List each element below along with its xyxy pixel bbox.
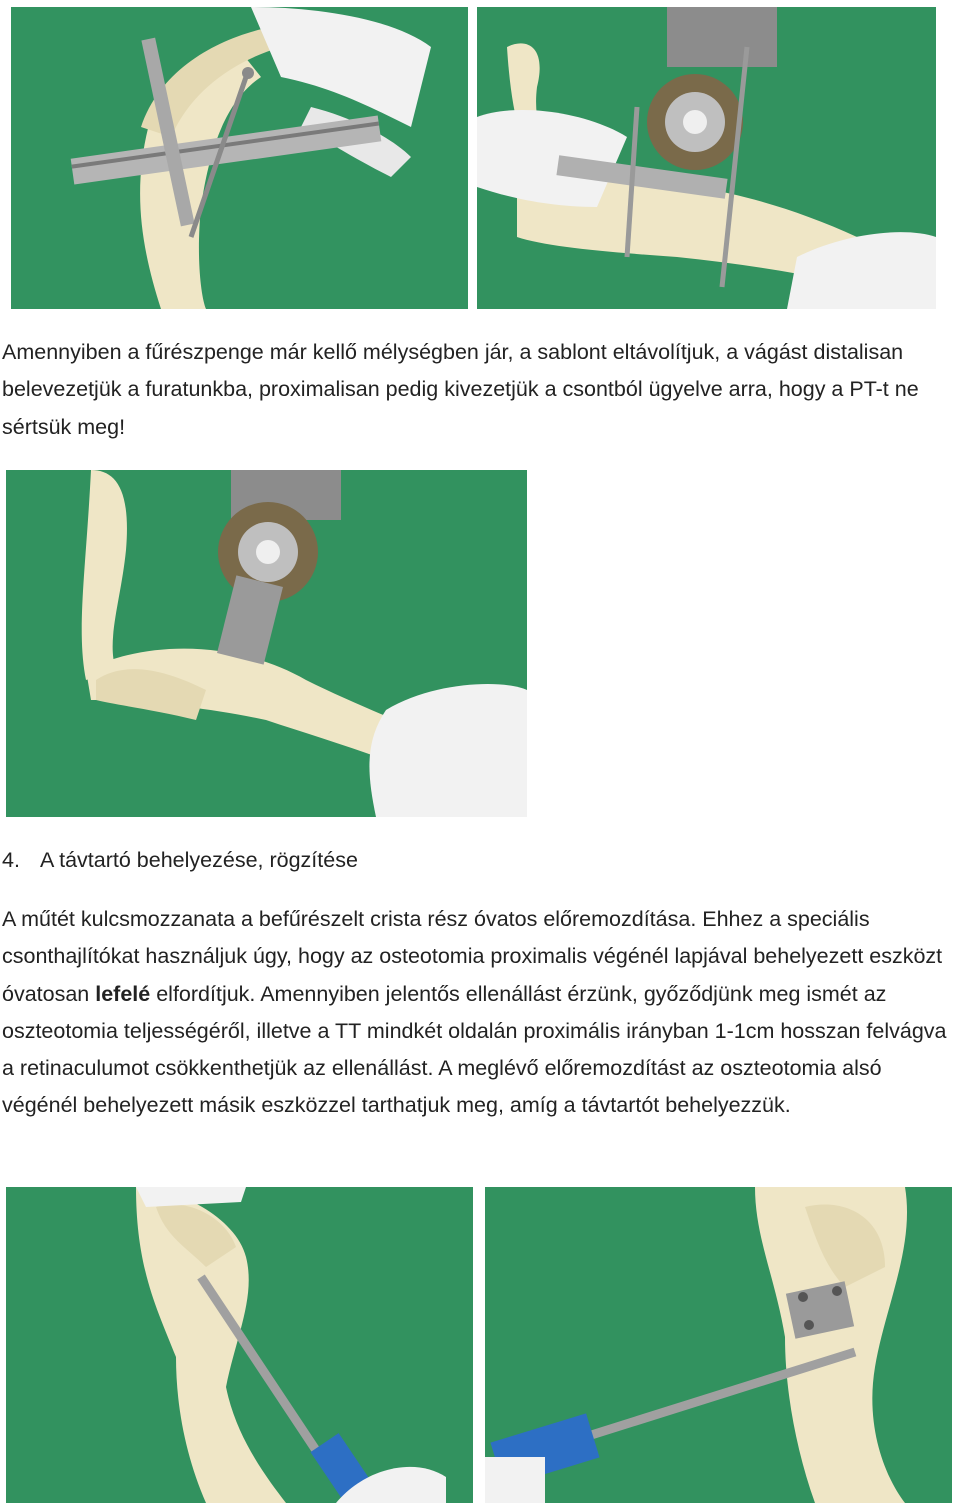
photo-saw-with-template (477, 7, 936, 309)
section-number: 4. (2, 848, 20, 872)
photo-saw-cut (6, 470, 527, 817)
photo-ruler-measurement (11, 7, 468, 309)
section-title: A távtartó behelyezése, rögzítése (40, 848, 358, 872)
emphasis-downward: lefelé (95, 981, 151, 1006)
photo-spacer-placement (485, 1187, 952, 1503)
paragraph-template-removal (2, 334, 956, 446)
paragraph-text-end: elfordítjuk. Amennyiben jelentős ellenállást érzünk, győződjünk meg ismét az oszteotomia teljességéről, illetve a TT mindkét oldalán proximális irányban 1-1cm hosszan felvágva a retinaculumot csökkenthetjük az ellenállást. A meglévő előremozdítást az oszteotomia alsó végénél behelyezett másik eszközzel tarthatjuk meg, amíg a távtartót behelyezzük. (2, 981, 947, 1118)
paragraph-text-start: A műtét kulcsmozzanata a befűrészelt crista rész óvatos előremozdítása. Ehhez a speciális csonthajlítókat használjuk úgy, hogy az osteotomia proximalis végénél lapjával behelyezett eszközt óvatosan (2, 907, 943, 1006)
photo-bone-bender-inserted (6, 1187, 473, 1503)
paragraph-text: Amennyiben a fűrészpenge már kellő mélységben jár, a sablont eltávolítjuk, a vágást distalisan belevezetjük a furatunkba, proximalisan pedig kivezetjük a csontból ügyelve arra, hogy a PT-t ne sértsük meg! (2, 340, 919, 439)
section-heading (2, 848, 358, 873)
paragraph-key-step (2, 901, 956, 1125)
